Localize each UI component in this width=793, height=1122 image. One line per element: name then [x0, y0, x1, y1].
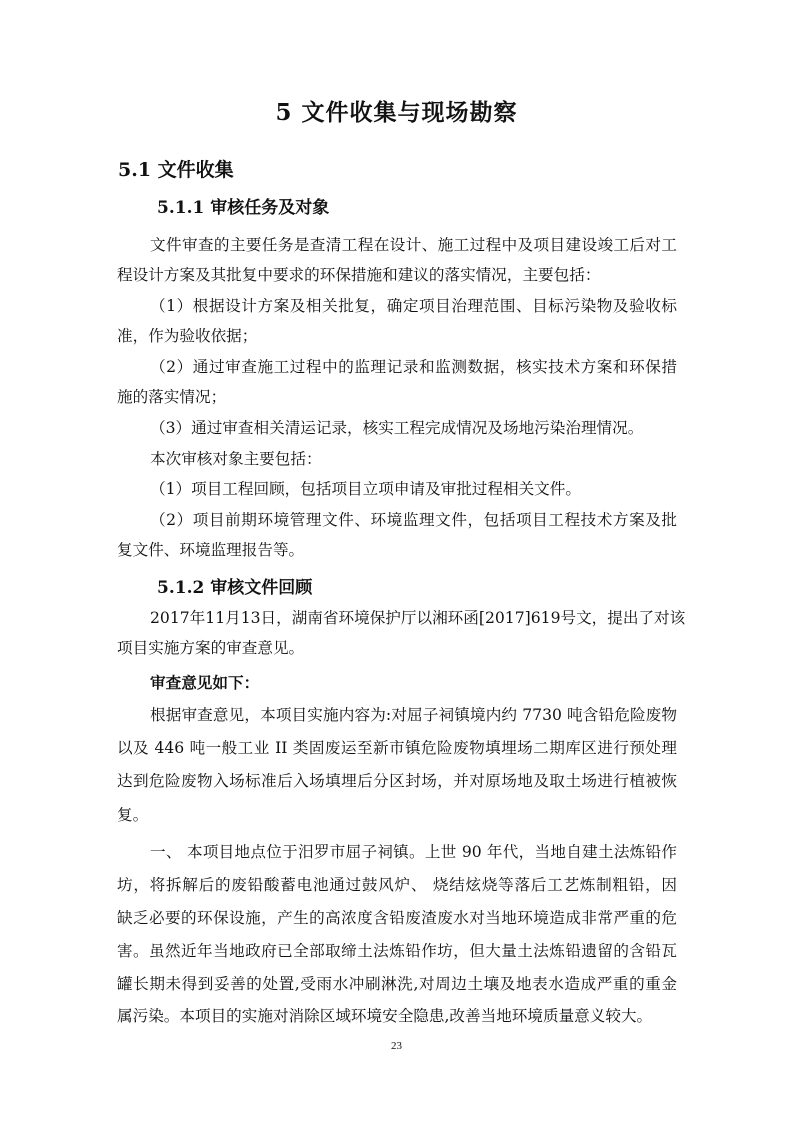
paragraph-line: 达到危险废物入场标准后入场填埋后分区封场，并对原场地及取土场进行植被恢	[117, 772, 677, 790]
list-item-line: 施的落实情况；	[117, 388, 227, 406]
subsection-heading-audit-task: 5.1.1 审核任务及对象	[157, 198, 330, 218]
subsection-heading-document-review: 5.1.2 审核文件回顾	[157, 578, 313, 598]
list-item-line: （1）根据设计方案及相关批复，确定项目治理范围、目标污染物及验收标	[150, 297, 677, 315]
list-item-line: （2）通过审查施工过程中的监理记录和监测数据，核实技术方案和环保措	[150, 358, 677, 376]
section-heading: 5.1 文件收集	[118, 159, 234, 181]
list-item-line: （2）项目前期环境管理文件、环境监理文件，包括项目工程技术方案及批	[150, 511, 677, 529]
list-item-line: 准，作为验收依据；	[117, 327, 258, 345]
paragraph-line: 文件审查的主要任务是查清工程在设计、施工过程中及项目建设竣工后对工	[150, 236, 677, 254]
paragraph-line: 一、 本项目地点位于汨罗市屈子祠镇。上世 90 年代，当地自建土法炼铅作	[150, 843, 677, 861]
paragraph-line: 害。虽然近年当地政府已全部取缔土法炼铅作坊，但大量土法炼铅遗留的含铅瓦	[117, 942, 677, 960]
list-item-line: 复文件、环境监理报告等。	[117, 541, 305, 559]
paragraph-line: 坊，将拆解后的废铅酸蓄电池通过鼓风炉、 烧结炫烧等落后工艺炼制粗铅，因	[117, 876, 677, 894]
paragraph-line: 以及 446 吨一般工业 II 类固废运至新市镇危险废物填埋场二期库区进行预处理	[117, 739, 677, 757]
paragraph-line: 程设计方案及其批复中要求的环保措施和建议的落实情况，主要包括：	[117, 266, 601, 284]
paragraph-line: 罐长期未得到妥善的处置,受雨水冲刷淋洗,对周边土壤及地表水造成严重的重金	[117, 975, 677, 993]
paragraph-line: 根据审查意见，本项目实施内容为:对屈子祠镇境内约 7730 吨含铅危险废物	[150, 706, 677, 724]
chapter-title: 5 文件收集与现场勘察	[275, 99, 518, 126]
paragraph-line: 缺乏必要的环保设施，产生的高浓度含铅废渣废水对当地环境造成非常严重的危	[117, 909, 677, 927]
page-number: 23	[391, 1040, 402, 1052]
list-item-line: （3）通过审查相关清运记录，核实工程完成情况及场地污染治理情况。	[150, 419, 644, 437]
paragraph-line: 本次审核对象主要包括：	[150, 450, 322, 468]
paragraph-line: 项目实施方案的审查意见。	[117, 639, 305, 657]
list-item-line: （1）项目工程回顾，包括项目立项申请及审批过程相关文件。	[150, 480, 581, 498]
paragraph-line: 属污染。本项目的实施对消除区域环境安全隐患,改善当地环境质量意义较大。	[117, 1007, 653, 1025]
paragraph-line: 2017年11月13日，湖南省环境保护厅以湘环函[2017]619号文，提出了对该	[150, 609, 686, 627]
review-opinion-label: 审查意见如下：	[150, 673, 260, 692]
paragraph-line: 复。	[117, 806, 149, 824]
